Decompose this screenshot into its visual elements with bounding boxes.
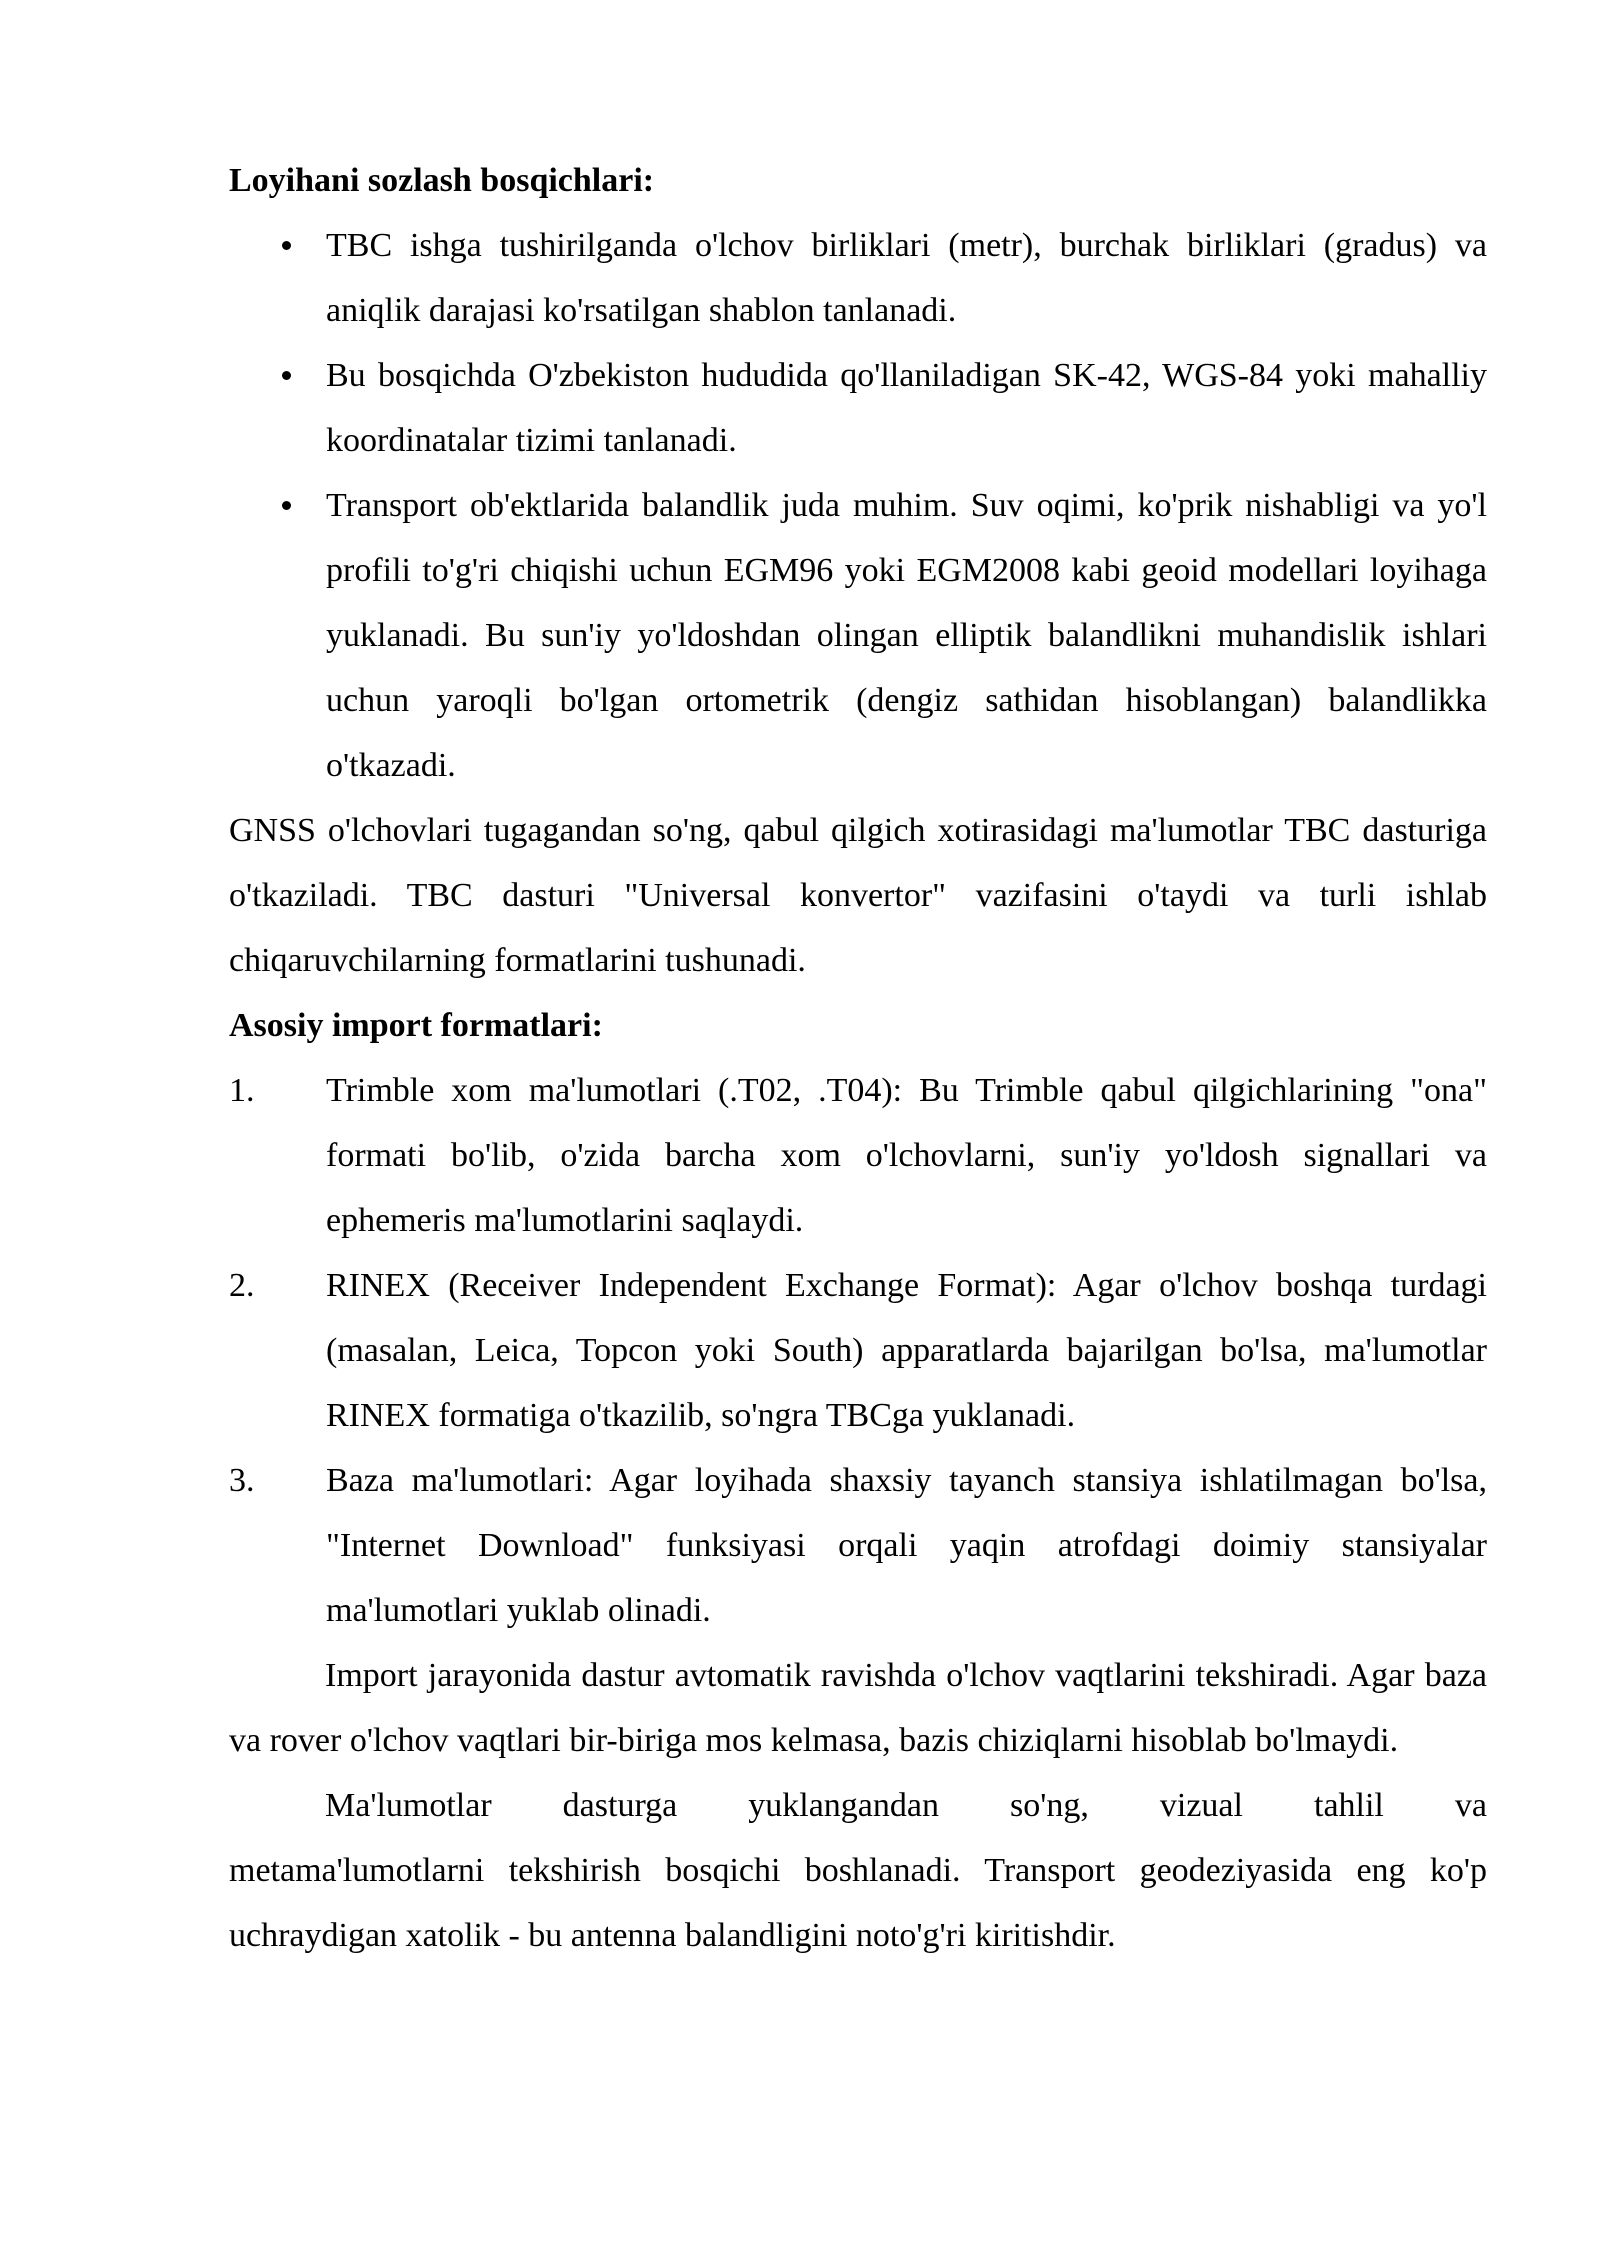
bullet-icon xyxy=(282,241,291,250)
import-heading: Asosiy import formatlari: xyxy=(229,1007,603,1044)
analysis-paragraph-rest: metama'lumotlarni tekshirish bosqichi boshlanadi. Transport geodeziyasida eng ko'p uchraydigan xatolik - bu antenna balandligini noto'g'ri kiritishdir. xyxy=(229,1852,1487,1954)
list-number: 3. xyxy=(229,1462,255,1499)
setup-steps-list xyxy=(229,213,1487,798)
list-number: 2. xyxy=(229,1267,255,1304)
setup-step-text: TBC ishga tushirilganda o'lchov birliklari (metr), burchak birliklari (gradus) va aniqlik darajasi ko'rsatilgan shablon tanlanadi. xyxy=(326,227,1487,329)
setup-step-item xyxy=(229,473,1487,798)
list-number: 1. xyxy=(229,1072,255,1109)
setup-step-text: Bu bosqichda O'zbekiston hududida qo'llaniladigan SK-42, WGS-84 yoki mahalliy koordinatalar tizimi tanlanadi. xyxy=(326,357,1487,459)
import-format-item xyxy=(229,1448,1487,1643)
import-format-text: Trimble xom ma'lumotlari (.T02, .T04): Bu Trimble qabul qilgichlarining "ona" formati bo'lib, o'zida barcha xom o'lchovlarni, sun'iy yo'ldosh signallari va ephemeris ma'lumotlarini saqlaydi. xyxy=(326,1072,1487,1239)
bullet-icon xyxy=(282,371,291,380)
setup-step-text: Transport ob'ektlarida balandlik juda muhim. Suv oqimi, ko'prik nishabligi va yo'l profili to'g'ri chiqishi uchun EGM96 yoki EGM2008 kabi geoid modellari loyihaga yuklanadi. Bu sun'iy yo'ldoshdan olingan elliptik balandlikni muhandislik ishlari uchun yaroqli bo'lgan ortometrik (dengiz sathidan hisoblangan) balandlikka o'tkazadi. xyxy=(326,487,1487,784)
setup-heading: Loyihani sozlash bosqichlari: xyxy=(229,162,655,199)
import-format-item xyxy=(229,1253,1487,1448)
import-formats-list xyxy=(229,1058,1487,1643)
gnss-paragraph: GNSS o'lchovlari tugagandan so'ng, qabul qilgich xotirasidagi ma'lumotlar TBC dasturiga o'tkaziladi. TBC dasturi "Universal konvertor" vazifasini o'taydi va turli ishlab chiqaruvchilarning formatlarini tushunadi. xyxy=(229,812,1487,979)
setup-step-item xyxy=(229,213,1487,343)
import-check-paragraph: Import jarayonida dastur avtomatik ravishda o'lchov vaqtlarini tekshiradi. Agar baza va rover o'lchov vaqtlari bir-biriga mos kelmasa, bazis chiziqlarni hisoblab bo'lmaydi. xyxy=(229,1657,1487,1759)
bullet-icon xyxy=(282,501,291,510)
analysis-paragraph-lead: Ma'lumotlar dasturga yuklangandan so'ng, vizual tahlil va xyxy=(325,1787,1487,1824)
import-format-item xyxy=(229,1058,1487,1253)
import-format-text: Baza ma'lumotlari: Agar loyihada shaxsiy tayanch stansiya ishlatilmagan bo'lsa, "Internet Download" funksiyasi orqali yaqin atrofdagi doimiy stansiyalar ma'lumotlari yuklab olinadi. xyxy=(326,1462,1487,1629)
document-page xyxy=(229,148,1487,1968)
import-format-text: RINEX (Receiver Independent Exchange Format): Agar o'lchov boshqa turdagi (masalan, Leica, Topcon yoki South) apparatlarda bajarilgan bo'lsa, ma'lumotlar RINEX formatiga o'tkazilib, so'ngra TBCga yuklanadi. xyxy=(326,1267,1487,1434)
setup-step-item xyxy=(229,343,1487,473)
